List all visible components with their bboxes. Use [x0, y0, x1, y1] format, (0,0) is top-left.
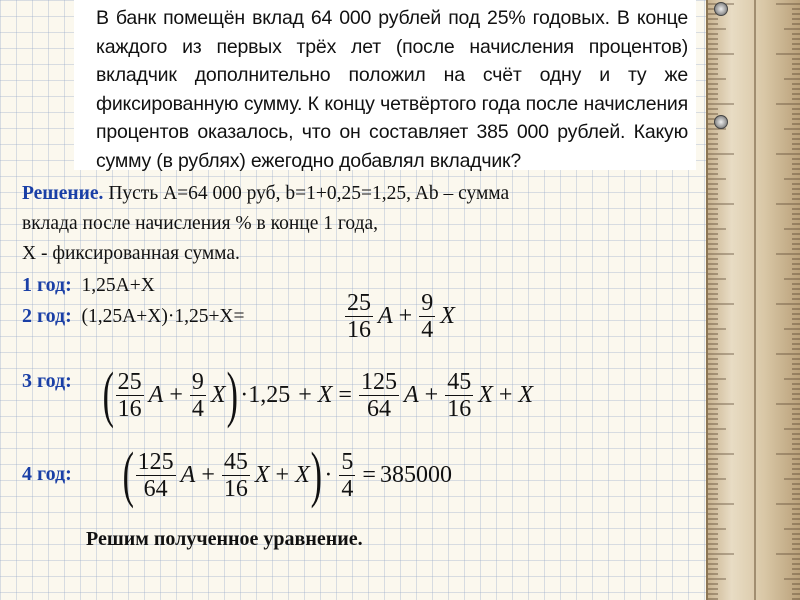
solution-intro: Пусть A=64 000 руб, b=1+0,25=1,25, Ab – сумма	[103, 183, 510, 204]
year-4-line	[22, 463, 72, 486]
problem-statement: В банк помещён вклад 64 000 рублей под 25% годовых. В конце каждого из первых трёх лет (после начисления процентов) вкладчик дополнительно положил на счёт одну и ту же фиксированную сумму. К концу четвёртого года после начисления процентов оказалось, что он составляет 385 000 рублей. Какую сумму (в рублях) ежегодно добавлял вкладчик?	[96, 7, 688, 172]
year-1-line	[22, 274, 155, 297]
solution-line-2: вклада после начисления % в конце 1 года,	[22, 213, 379, 234]
ruler-decoration	[706, 0, 800, 600]
screw-icon	[714, 115, 728, 129]
solution-line-1	[22, 183, 509, 205]
year-2-line	[22, 305, 245, 328]
conclusion-text: Решим полученное уравнение.	[86, 528, 363, 550]
screw-icon	[714, 2, 728, 16]
year-3-label: 3 год:	[22, 370, 72, 392]
year-1-expression: 1,25A+X	[81, 275, 155, 296]
year-2-formula: $\frac{25}{16}$ A + $\frac{9}{4}$ X	[347, 290, 455, 343]
solution-label: Решение.	[22, 183, 104, 204]
year-2-expression: (1,25A+X)·1,25+X=	[81, 306, 245, 327]
solution-line-3: X - фиксированная сумма.	[22, 243, 240, 264]
year-4-formula: ( $\frac{125}{64}$ A + $\frac{45}{16}$ X + X ) · $\frac{5}{4}$ = 385000	[122, 441, 452, 509]
year-1-label: 1 год:	[22, 274, 72, 296]
ruler-ticks	[708, 0, 800, 600]
year-3-line	[22, 370, 72, 393]
year-4-label: 4 год:	[22, 463, 72, 485]
year-2-label: 2 год:	[22, 305, 72, 327]
year-3-formula: ( $\frac{25}{16}$ A + $\frac{9}{4}$ X ) ·1,25 + X = $\frac{125}{64}$ A + $\frac{45}{16}$ X + X	[102, 361, 534, 429]
